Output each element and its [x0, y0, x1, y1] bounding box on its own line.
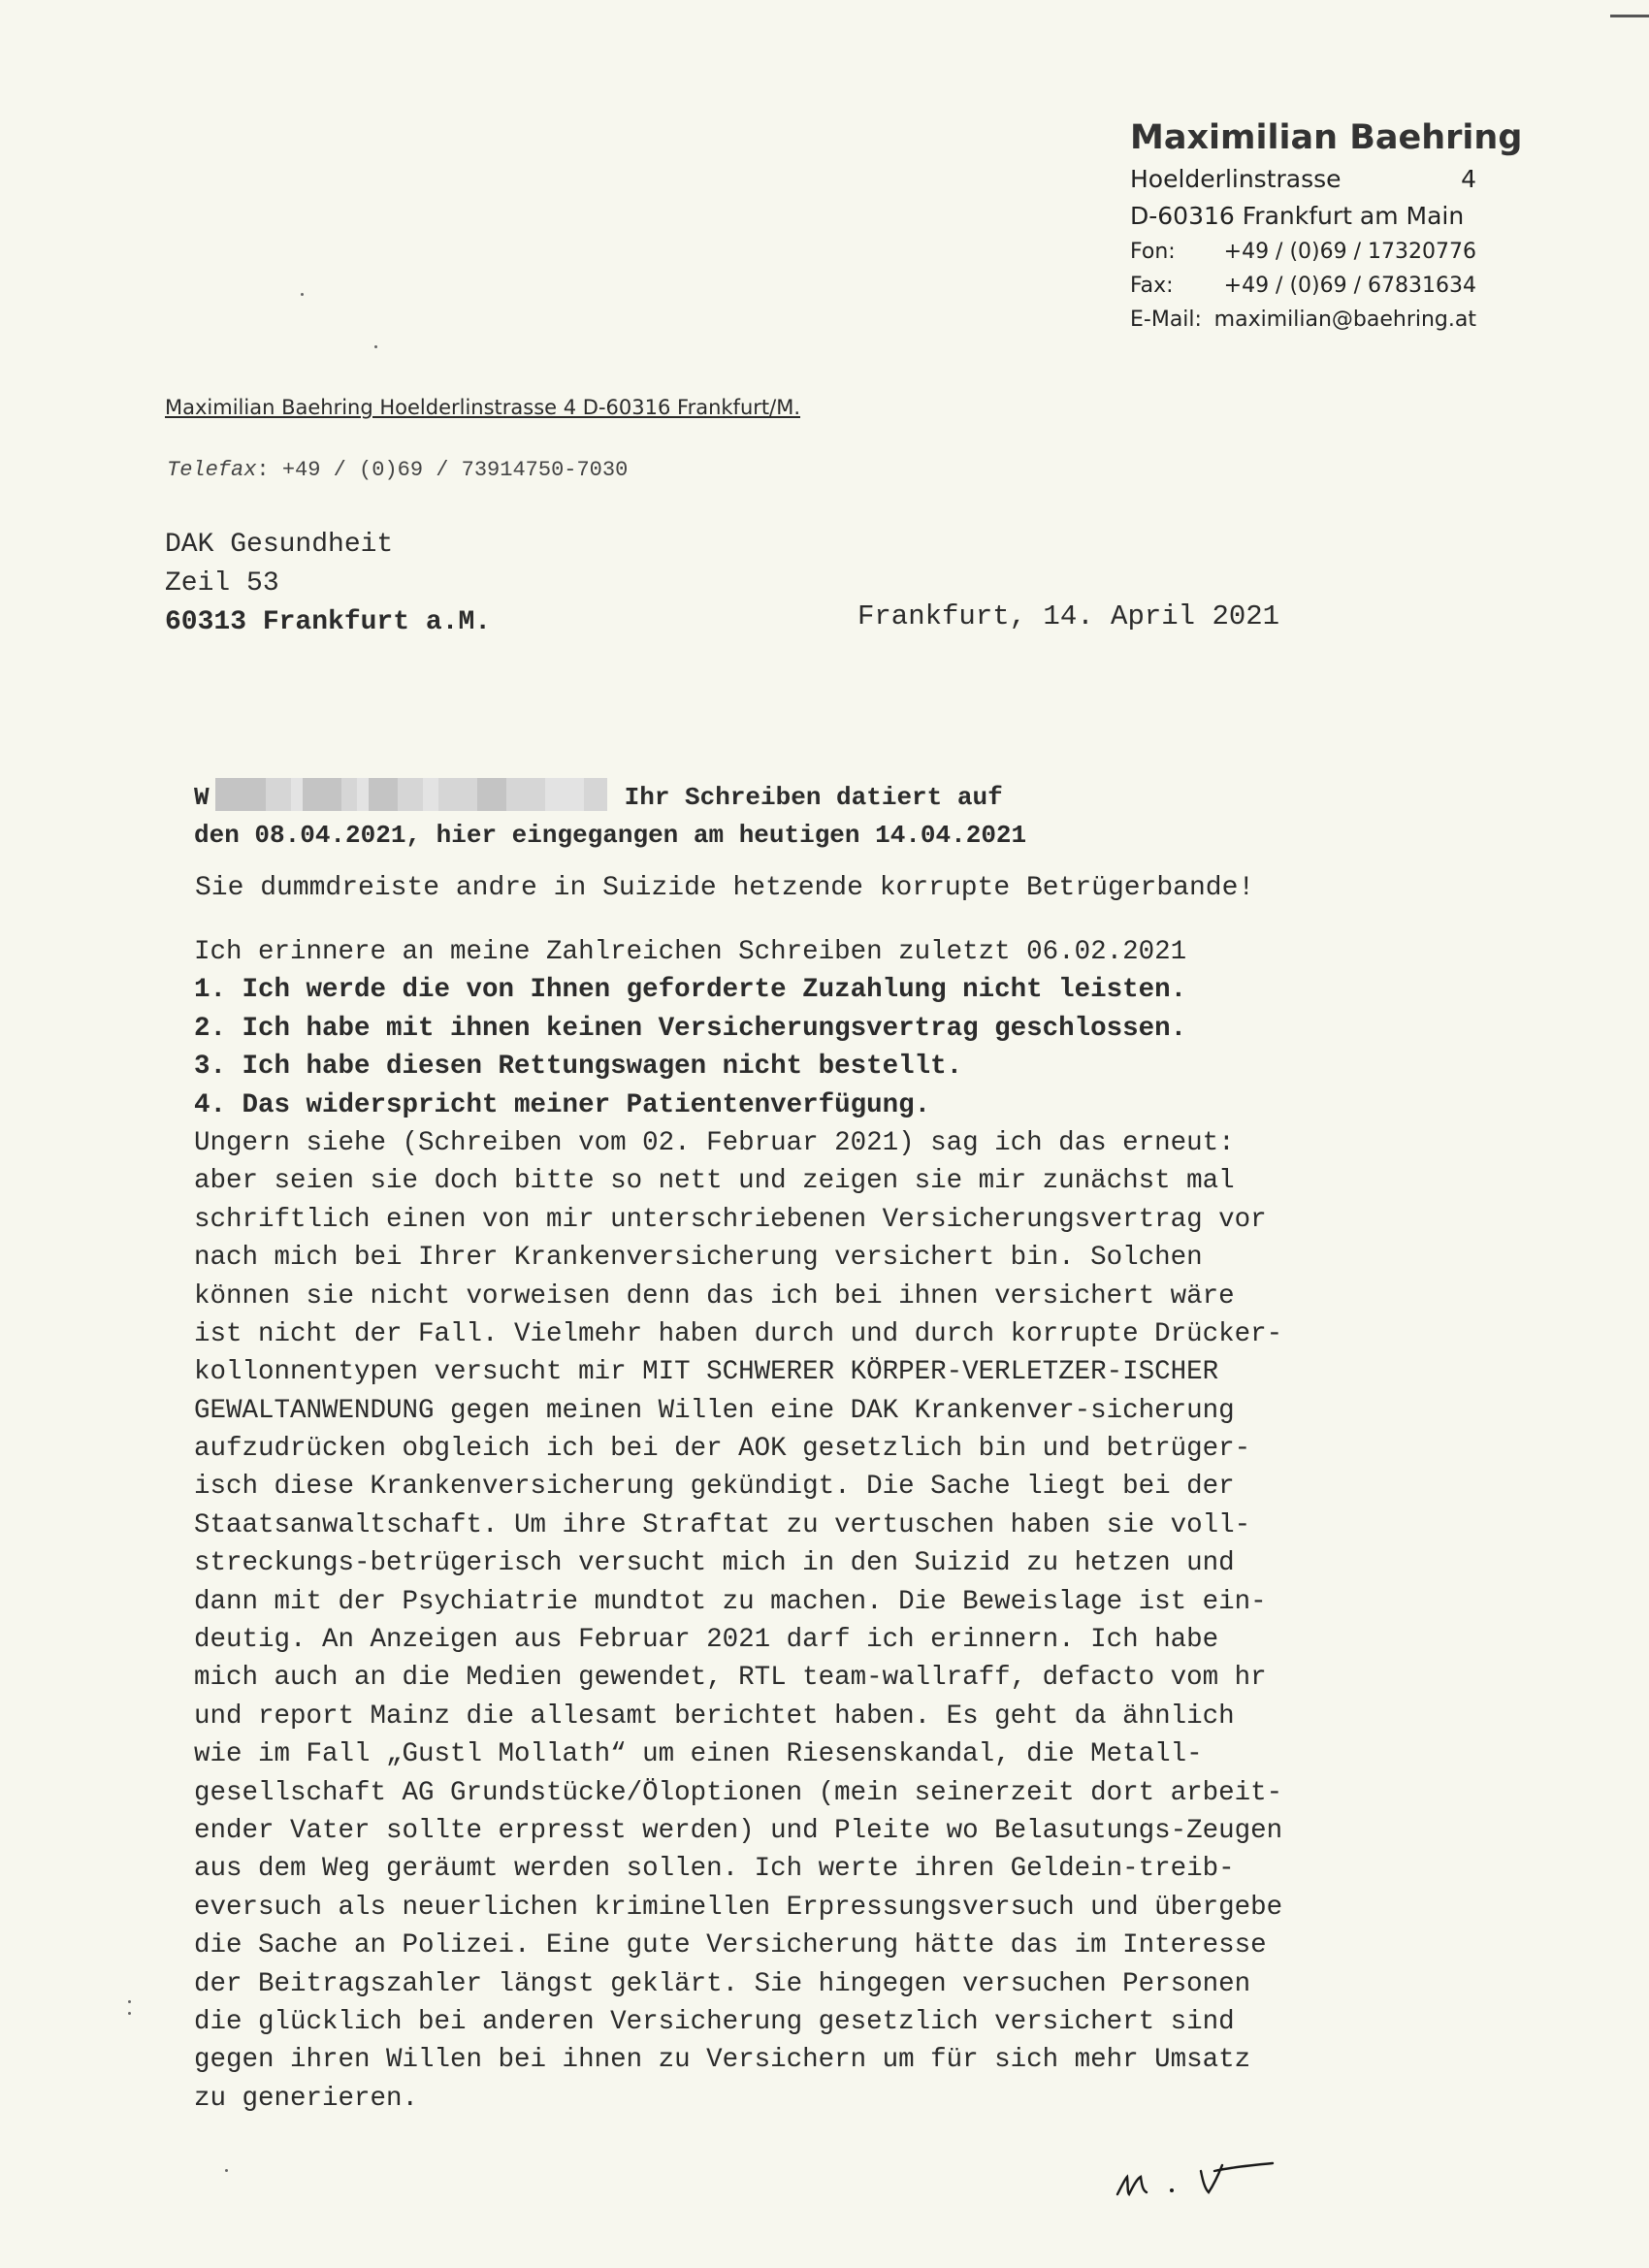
body-line: gesellschaft AG Grundstücke/Öloptionen (mein seinerzeit dort arbeit- — [194, 1777, 1283, 1808]
fax-value: +49 / (0)69 / 67831634 — [1223, 274, 1476, 298]
redaction-block — [545, 778, 584, 811]
letterhead-house-number: 4 — [1461, 165, 1476, 193]
phone-label: Fon: — [1130, 240, 1176, 264]
fax-label: Fax: — [1130, 274, 1174, 298]
subject-line-1 — [194, 778, 1026, 817]
letterhead — [1130, 114, 1523, 337]
letterhead-street: Hoelderlinstrasse — [1130, 165, 1342, 193]
recipient-name: DAK Gesundheit — [165, 530, 394, 560]
redaction-block — [506, 778, 545, 811]
redaction-block — [584, 778, 607, 811]
handwritten-signature-icon — [1106, 2134, 1329, 2212]
speck — [301, 293, 304, 296]
subject-line-1-text: Ihr Schreiben datiert auf — [624, 783, 1003, 812]
subject-block — [194, 778, 1026, 855]
body-numbered-point: 4. Das widerspricht meiner Patientenverfügung. — [194, 1089, 931, 1120]
body-line: schriftlich einen von mir unterschriebenen Versicherungsvertrag vor — [194, 1204, 1267, 1235]
body-line: streckungs-betrügerisch versucht mich in den Suizid zu hetzen und — [194, 1548, 1235, 1579]
letterhead-city: D-60316 Frankfurt am Main — [1130, 202, 1465, 230]
letterhead-fax-row — [1130, 269, 1476, 303]
body-line: ist nicht der Fall. Vielmehr haben durch und durch korrupte Drücker- — [194, 1318, 1283, 1349]
body-line: gegen ihren Willen bei ihnen zu Versichern um für sich mehr Umsatz — [194, 2045, 1251, 2076]
redaction-block — [369, 778, 398, 811]
recipient-fax-line — [167, 458, 628, 482]
body-numbered-point: 3. Ich habe diesen Rettungswagen nicht bestellt. — [194, 1052, 963, 1083]
letter-body — [194, 933, 1455, 2118]
body-line: deutig. An Anzeigen aus Februar 2021 darf ich erinnern. Ich habe — [194, 1625, 1219, 1656]
body-line: aus dem Weg geräumt werden sollen. Ich werte ihren Geldein-treib- — [194, 1854, 1235, 1885]
redaction-block — [423, 778, 438, 811]
subject-line-2: den 08.04.2021, hier eingegangen am heutigen 14.04.2021 — [194, 821, 1027, 850]
body-line: wie im Fall „Gustl Mollath“ um einen Riesenskandal, die Metall- — [194, 1739, 1203, 1770]
sender-return-address: Maximilian Baehring Hoelderlinstrasse 4 D-60316 Frankfurt/M. — [165, 396, 800, 419]
redaction-block — [477, 778, 506, 811]
redaction-block — [303, 778, 341, 811]
phone-value: +49 / (0)69 / 17320776 — [1223, 240, 1476, 264]
body-line: zu generieren. — [194, 2083, 419, 2114]
body-line: die Sache an Polizei. Eine gute Versicherung hätte das im Interesse — [194, 1930, 1267, 1961]
body-line: der Beitragszahler längst geklärt. Sie hingegen versuchen Personen — [194, 1968, 1251, 1999]
email-value: maximilian@baehring.at — [1213, 308, 1476, 332]
letter-date: Frankfurt, 14. April 2021 — [857, 600, 1280, 632]
body-line: nach mich bei Ihrer Krankenversicherung versichert bin. Solchen — [194, 1243, 1203, 1274]
recipient-street: Zeil 53 — [165, 568, 279, 599]
letterhead-phone-row — [1130, 235, 1476, 269]
recipient-city: 60313 Frankfurt a.M. — [165, 607, 492, 637]
body-numbered-point: 1. Ich werde die von Ihnen geforderte Zuzahlung nicht leisten. — [194, 975, 1187, 1006]
body-line: die glücklich bei anderen Versicherung gesetzlich versichert sind — [194, 2006, 1235, 2037]
body-line: Staatsanwaltschaft. Um ihre Straftat zu vertuschen haben sie voll- — [194, 1509, 1251, 1540]
body-line: können sie nicht vorweisen denn das ich bei ihnen versichert wäre — [194, 1280, 1235, 1312]
speck — [128, 2000, 131, 2003]
body-line: aber seien sie doch bitte so nett und zeigen sie mir zunächst mal — [194, 1166, 1235, 1197]
salutation: Sie dummdreiste andre in Suizide hetzende korrupte Betrügerbande! — [195, 873, 1255, 903]
redaction-block — [357, 778, 369, 811]
redaction-block — [291, 778, 303, 811]
scan-edge-mark — [1610, 15, 1649, 17]
telefax-label: Telefax — [167, 458, 257, 482]
body-line: Ungern siehe (Schreiben vom 02. Februar 2021) sag ich das erneut: — [194, 1127, 1235, 1158]
redaction-block — [438, 778, 477, 811]
body-numbered-point: 2. Ich habe mit ihnen keinen Versicherungsvertrag geschlossen. — [194, 1013, 1187, 1044]
recipient-address — [165, 526, 491, 642]
body-line: eversuch als neuerlichen kriminellen Erpressungsversuch und übergebe — [194, 1892, 1283, 1923]
redaction-block — [341, 778, 357, 811]
letterhead-street-row — [1130, 161, 1476, 198]
body-line: GEWALTANWENDUNG gegen meinen Willen eine DAK Krankenver-sicherung — [194, 1395, 1235, 1426]
speck — [128, 2012, 131, 2015]
subject-lead-letter: W — [194, 783, 210, 812]
body-line: kollonnentypen versucht mir MIT SCHWERER KÖRPER-VERLETZER-ISCHER — [194, 1357, 1219, 1388]
speck — [374, 345, 377, 348]
redaction-block — [398, 778, 423, 811]
body-line: ender Vater sollte erpresst werden) und Pleite wo Belasutungs-Zeugen — [194, 1815, 1283, 1846]
body-line: dann mit der Psychiatrie mundtot zu machen. Die Beweislage ist ein- — [194, 1586, 1267, 1617]
body-line: Ich erinnere an meine Zahlreichen Schreiben zuletzt 06.02.2021 — [194, 937, 1187, 967]
letterhead-name: Maximilian Baehring — [1130, 118, 1523, 157]
body-line: aufzudrücken obgleich ich bei der AOK gesetzlich bin und betrüger- — [194, 1434, 1251, 1465]
speck — [225, 2169, 228, 2172]
telefax-number: : +49 / (0)69 / 73914750-7030 — [256, 458, 629, 482]
redaction-block — [215, 778, 266, 811]
email-label: E-Mail: — [1130, 308, 1202, 332]
redaction-block — [266, 778, 291, 811]
body-line: mich auch an die Medien gewendet, RTL team-wallraff, defacto vom hr — [194, 1663, 1267, 1694]
body-line: und report Mainz die allesamt berichtet haben. Es geht da ähnlich — [194, 1701, 1235, 1732]
letterhead-email-row — [1130, 303, 1476, 337]
body-line: isch diese Krankenversicherung gekündigt. Die Sache liegt bei der — [194, 1472, 1235, 1503]
